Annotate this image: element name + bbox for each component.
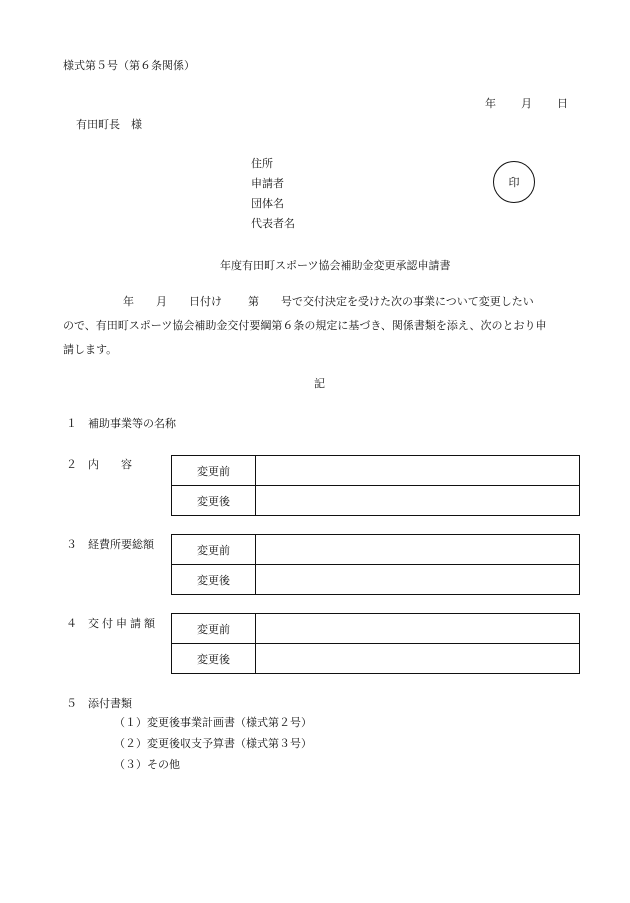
before-label: 変更前 [172, 456, 256, 486]
table-row [172, 535, 580, 565]
applicant-label: 申請者 [251, 177, 284, 190]
total-cost-after-field[interactable] [256, 565, 580, 595]
section-3-table [171, 534, 580, 595]
section-2-number: ２ [66, 458, 77, 471]
grant-amount-before-field[interactable] [256, 614, 580, 644]
section-4-label: 交付申請額 [88, 617, 158, 630]
date-month-label: 月 [521, 97, 532, 110]
body-number-prefix: 第 [248, 295, 259, 308]
section-2-table [171, 455, 580, 516]
group-name-label: 団体名 [251, 197, 284, 210]
body-month: 月 [156, 295, 167, 308]
section-4-number: ４ [66, 617, 77, 630]
table-row [172, 614, 580, 644]
date-day-label: 日 [557, 97, 568, 110]
seal-circle [493, 161, 535, 203]
content-after-field[interactable] [256, 486, 580, 516]
section-2-label: 内 容 [88, 458, 132, 471]
after-label: 変更後 [172, 644, 256, 674]
section-3-number: ３ [66, 538, 77, 551]
before-label: 変更前 [172, 614, 256, 644]
table-row [172, 644, 580, 674]
after-label: 変更後 [172, 565, 256, 595]
list-item: （１）変更後事業計画書（様式第２号） [114, 716, 312, 729]
document-title: 年度有田町スポーツ協会補助金変更承認申請書 [220, 259, 451, 272]
section-5-heading: ５ 添付書類 [66, 697, 132, 710]
body-year: 年 [123, 295, 134, 308]
after-label: 変更後 [172, 486, 256, 516]
section-4-table [171, 613, 580, 674]
body-line-3: 請します。 [63, 343, 118, 356]
section-3-label: 経費所要総額 [88, 538, 154, 551]
body-paragraph [63, 290, 581, 362]
body-line-1-rest: 号で交付決定を受けた次の事業について変更したい [281, 295, 534, 308]
date-year-label: 年 [485, 97, 496, 110]
list-item: （３）その他 [114, 758, 180, 771]
section-1-heading: １ 補助事業等の名称 [66, 417, 176, 430]
list-item: （２）変更後収支予算書（様式第３号） [114, 737, 312, 750]
attachments-list [114, 712, 312, 775]
table-row [172, 486, 580, 516]
before-label: 変更前 [172, 535, 256, 565]
total-cost-before-field[interactable] [256, 535, 580, 565]
body-day-dated: 日付け [189, 295, 222, 308]
ki-heading: 記 [314, 377, 325, 390]
representative-label: 代表者名 [251, 217, 295, 230]
seal-text: 印 [508, 176, 520, 189]
addressee: 有田町長 様 [76, 118, 142, 131]
body-line-2: ので、有田町スポーツ協会補助金交付要綱第６条の規定に基づき、関係書類を添え、次のとおり申 [63, 319, 547, 332]
table-row [172, 456, 580, 486]
table-row [172, 565, 580, 595]
body-line-1 [63, 290, 581, 314]
content-before-field[interactable] [256, 456, 580, 486]
address-label: 住所 [251, 157, 273, 170]
grant-amount-after-field[interactable] [256, 644, 580, 674]
form-number: 様式第５号（第６条関係） [63, 59, 195, 72]
